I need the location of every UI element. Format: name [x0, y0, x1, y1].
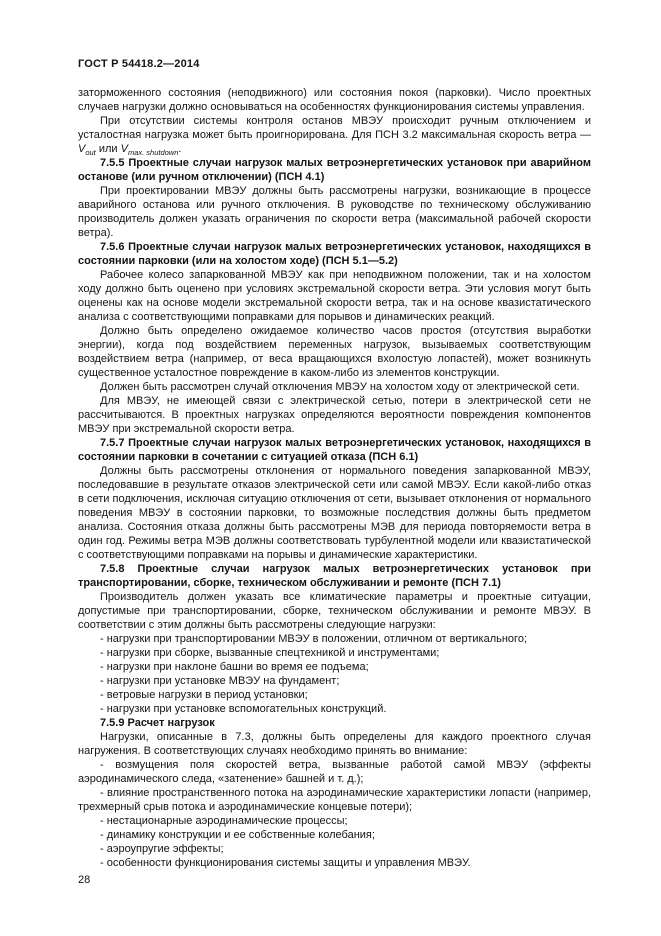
- text-run: - возмущения поля скоростей ветра, вызванные работой самой МВЭУ (эффекты аэродинамического следа, «затенение» башней и т. д.);: [78, 759, 591, 785]
- text-run: - нагрузки при сборке, вызванные спецтехникой и инструментами;: [100, 647, 440, 659]
- text-run: Рабочее колесо запаркованной МВЭУ как при неподвижном положении, так и на холостом ходу должно быть оценено при условиях экстремальной скорости ветра. Эти условия могут быть оценены как на основе модели экстремальной скорости ветра, так и на основе квазистатического анализа с соответствующими поправками для порывов и динамических реакций.: [78, 269, 591, 323]
- text-run: - нагрузки при установке вспомогательных конструкций.: [100, 703, 387, 715]
- list-item: [78, 842, 591, 856]
- paragraph: [78, 114, 591, 156]
- text-run: Должны быть рассмотрены отклонения от нормального поведения запаркованной МВЭУ, последовавшие в результате отказов электрической сети или самой МВЭУ. Если какой-либо отказ в сети подключения, исключая ситуацию отключения от сети, вызывает отклонения от нормального поведения МВЭУ в состоянии парковки, то возможные последствия должны быть предметом анализа. Состояния отказа должны быть рассмотрены МЭВ для периода повторяемости ветра в один год. Режимы ветра МЭВ должны соответствовать турбулентной модели или квазистатической с соответствующими поправками на порывы и динамические характеристики.: [78, 465, 591, 561]
- list-item: [78, 828, 591, 842]
- section-heading: [78, 240, 591, 268]
- list-item: [78, 646, 591, 660]
- text-run: - особенности функционирования системы защиты и управления МВЭУ.: [100, 857, 471, 869]
- text-run: out: [85, 148, 96, 158]
- text-run: При отсутствии системы контроля останов МВЭУ происходит ручным отключением и усталостная нагрузка может быть проигнорирована. Для ПСН 3.2 максимальная скорость ветра —: [78, 115, 591, 141]
- list-item: [78, 702, 591, 716]
- paragraph: [78, 394, 591, 436]
- text-run: 7.5.7 Проектные случаи нагрузок малых ветроэнергетических установок, находящихся в состоянии парковки в сочетании с ситуацией отказа (ПСН 6.1): [78, 437, 591, 463]
- text-run: - ветровые нагрузки в период установки;: [100, 689, 308, 701]
- text-run: Должно быть определено ожидаемое количество часов простоя (отсутствия выработки энергии), когда под воздействием переменных нагрузок, вызываемых соответствующим воздействием ветра (например, от веса вращающихся вхолостую лопастей), может возникнуть существенное усталостное повреждение в каком-либо из элементов конструкции.: [78, 325, 591, 379]
- text-run: - динамику конструкции и ее собственные колебания;: [100, 829, 375, 841]
- text-run: - влияние пространственного потока на аэродинамические характеристики лопасти (например, трехмерный срыв потока и аэродинамические концевые потери);: [78, 787, 591, 813]
- paragraph: [78, 590, 591, 632]
- section-heading: [78, 716, 591, 730]
- list-item: [78, 688, 591, 702]
- page-number: 28: [78, 874, 91, 886]
- paragraph: [78, 730, 591, 758]
- section-heading: [78, 436, 591, 464]
- paragraph: [78, 268, 591, 324]
- text-run: V: [78, 143, 86, 155]
- list-item: [78, 632, 591, 646]
- list-item: [78, 786, 591, 814]
- text-run: Для МВЭУ, не имеющей связи с электрической сетью, потери в электрической сети не рассчитываются. В проектных нагрузках определяются вероятности повреждения компонентов МВЭУ при экстремальной скорости ветра.: [78, 395, 591, 435]
- list-item: [78, 856, 591, 870]
- list-item: [78, 814, 591, 828]
- text-run: 7.5.9 Расчет нагрузок: [100, 717, 215, 729]
- text-run: max. shutdown: [127, 148, 179, 158]
- text-run: - нагрузки при установке МВЭУ на фундамент;: [100, 675, 340, 687]
- text-run: - нагрузки при наклоне башни во время ее подъема;: [100, 661, 369, 673]
- paragraph: [78, 324, 591, 380]
- text-run: Должен быть рассмотрен случай отключения МВЭУ на холостом ходу от электрической сети.: [100, 381, 580, 393]
- text-run: 7.5.5 Проектные случаи нагрузок малых ветроэнергетических установок при аварийном останове (или ручном отключении) (ПСН 4.1): [78, 157, 591, 183]
- text-run: Производитель должен указать все климатические параметры и проектные ситуации, допустимые при транспортировании, сборке, техническом обслуживании и ремонте МВЭУ. В соответствии с этим должны быть рассмотрены следующие нагрузки:: [78, 591, 591, 631]
- paragraph: [78, 184, 591, 240]
- text-run: - нагрузки при транспортировании МВЭУ в положении, отличном от вертикального;: [100, 633, 527, 645]
- list-item: [78, 660, 591, 674]
- list-item: [78, 758, 591, 786]
- text-run: 7.5.6 Проектные случаи нагрузок малых ветроэнергетических установок, находящихся в состоянии парковки (или на холостом ходе) (ПСН 5.1—5.2): [78, 241, 591, 267]
- text-run: .: [178, 143, 182, 155]
- text-run: - нестационарные аэродинамические процессы;: [100, 815, 348, 827]
- text-run: или: [95, 143, 121, 155]
- text-run: Нагрузки, описанные в 7.3, должны быть определены для каждого проектного случая нагружения. В соответствующих случаях необходимо принять во внимание:: [78, 731, 591, 757]
- section-heading: [78, 156, 591, 184]
- paragraph: [78, 86, 591, 114]
- document-header: ГОСТ Р 54418.2—2014: [78, 58, 200, 70]
- section-heading: [78, 562, 591, 590]
- text-run: V: [120, 143, 128, 155]
- text-run: 7.5.8 Проектные случаи нагрузок малых ветроэнергетических установок при транспортировании, сборке, техническом обслуживании и ремонте (ПСН 7.1): [78, 563, 591, 589]
- text-run: При проектировании МВЭУ должны быть рассмотрены нагрузки, возникающие в процессе аварийного останова или ручного отключения. В руководстве по техническому обслуживанию производитель должен указать ограничения по скорости ветра (максимальной рабочей скорости ветра).: [78, 185, 591, 239]
- paragraph: [78, 380, 591, 394]
- document-body: [78, 86, 591, 870]
- list-item: [78, 674, 591, 688]
- paragraph: [78, 464, 591, 562]
- text-run: заторможенного состояния (неподвижного) или состояния покоя (парковки). Число проектных случаев нагрузки должно основываться на особенностях функционирования системы управления.: [78, 87, 591, 113]
- text-run: - аэроупругие эффекты;: [100, 843, 224, 855]
